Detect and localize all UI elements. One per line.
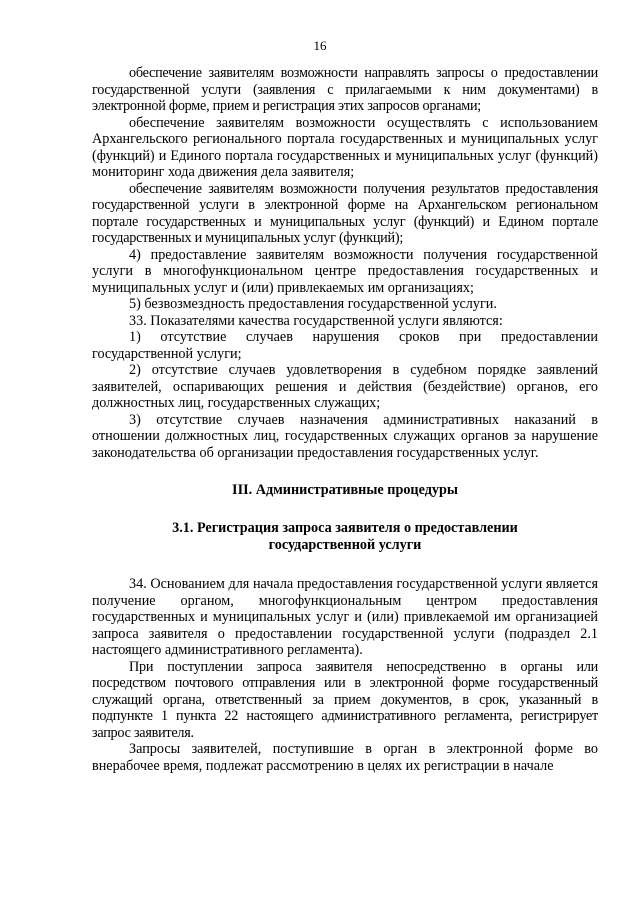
paragraph: 1) отсутствие случаев нарушения сроков при предоставлении государственной услуги; (92, 329, 598, 362)
paragraph: 4) предоставление заявителям возможности получения государственной услуги в многофункциональном центре предоставления государственных и муниципальных услуг и (или) привлекаемых им организациях; (92, 246, 598, 296)
subsection-heading-line: государственной услуги (268, 537, 422, 553)
subsection-heading-line: 3.1. Регистрация запроса заявителя о предоставлении (172, 520, 518, 536)
subsection-heading (92, 520, 598, 554)
paragraph: При поступлении запроса заявителя непосредственно в органы или посредством почтового отправления или в электронной форме государственный служащий органа, ответственный за прием документов, в срок, указанный в подпункте 1 пункта 22 настоящего административного регламента, регистрирует запрос заявителя. (92, 658, 598, 741)
page-number: 16 (313, 38, 327, 53)
paragraph: 2) отсутствие случаев удовлетворения в судебном порядке заявлений заявителей, оспаривающих решения и действия (бездействие) органов, его должностных лиц, государственных служащих; (92, 362, 598, 411)
paragraph: 5) безвозмездность предоставления государственной услуги. (129, 296, 497, 312)
section-heading: III. Административные процедуры (232, 482, 458, 498)
document-body (92, 65, 598, 774)
paragraph: 3) отсутствие случаев назначения административных наказаний в отношении должностных лиц, государственных служащих органов за нарушение законодательства об организации предоставления государственных услуг. (92, 411, 598, 461)
paragraph: обеспечение заявителям возможности получения результатов предоставления государственной услуги в электронной форме на Архангельском региональном портале государственных и муниципальных услуг (функций) и Едином портале государственных и муниципальных услуг (функций); (92, 180, 598, 246)
paragraph: 33. Показателями качества государственной услуги являются: (129, 312, 503, 329)
paragraph: обеспечение заявителям возможности осуществлять с использованием Архангельского регионального портала государственных и муниципальных услуг (функций) и Единого портала государственных и муниципальных услуг (функций) мониторинг хода движения дела заявителя; (92, 114, 598, 180)
paragraph: Запросы заявителей, поступившие в орган в электронной форме во внерабочее время, подлежат рассмотрению в целях их регистрации в начале (92, 741, 598, 774)
paragraph: 34. Основанием для начала предоставления государственной услуги является получение органом, многофункциональным центром предоставления государственных и муниципальных услуг и (или) привлекаемой им организацией запроса заявителя о предоставлении государственной услуги (подраздел 2.1 настоящего административного регламента). (92, 576, 598, 658)
paragraph: обеспечение заявителям возможности направлять запросы о предоставлении государственной услуги (заявления с прилагаемыми к ним документами) в электронной форме, прием и регистрация этих запросов органами; (92, 65, 598, 114)
